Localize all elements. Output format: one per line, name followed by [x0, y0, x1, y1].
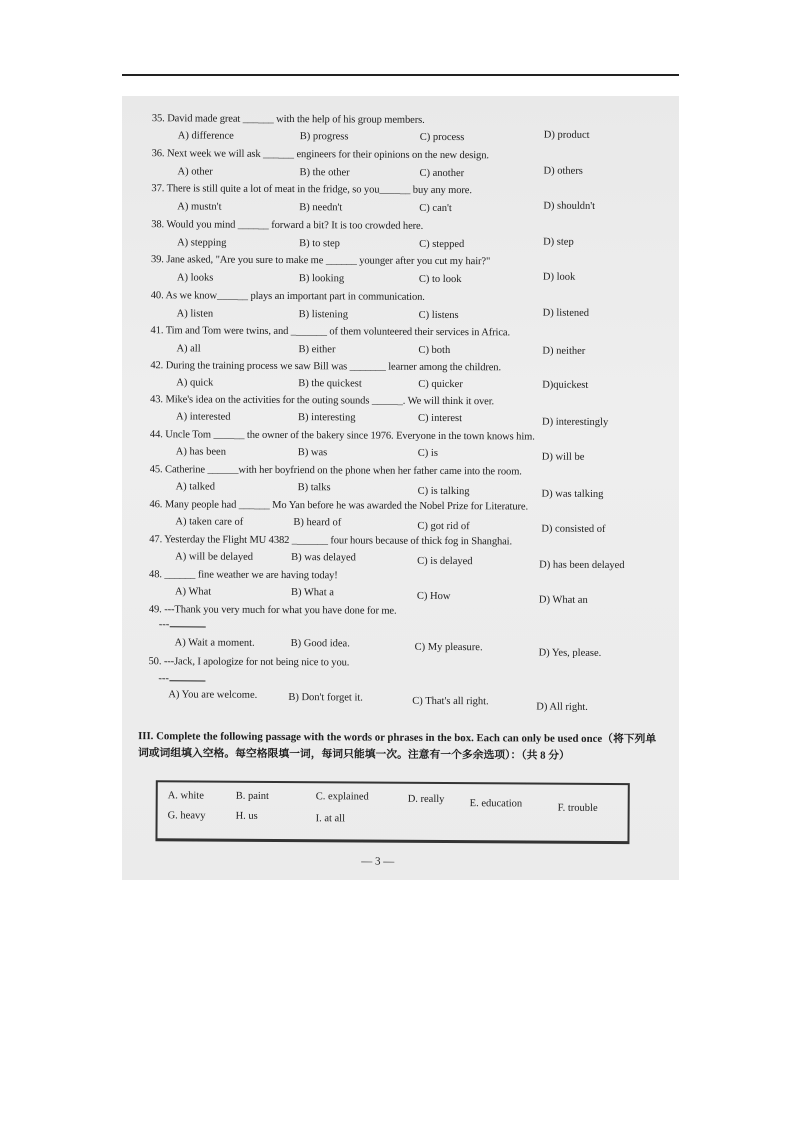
q36-option-c: C) another: [419, 167, 465, 180]
q40-option-d: D) listened: [542, 307, 590, 319]
q36-option-a: A) other: [177, 166, 213, 178]
word-option-h: H. us: [235, 810, 258, 822]
q49-option-b: B) Good idea.: [290, 638, 350, 650]
q41-option-b: B) either: [298, 344, 336, 356]
q50-option-d: D) All right.: [536, 701, 588, 713]
question-37: 37. There is still quite a lot of meat in the fridge, so you______ buy any more.: [151, 183, 472, 197]
q45-option-d: D) was talking: [541, 488, 604, 500]
exam-sheet: [122, 96, 679, 880]
q37-option-c: C) can't: [419, 202, 452, 215]
question-36: 36. Next week we will ask ______ engineers for their opinions on the new design.: [151, 148, 489, 162]
q39-option-b: B) looking: [298, 273, 345, 285]
section-iii-heading: III. Complete the following passage with the words or phrases in the box. Each can only be used once（将下列单词或词组填入空格。每空格限填一词，每词只能填一次。注意有一个多余选项）：（共 8 分）: [137, 730, 657, 762]
question-41: 41. Tim and Tom were twins, and _______ of them volunteered their services in Africa.: [150, 325, 511, 339]
q48-option-b: B) What a: [290, 587, 334, 599]
header-rule: [122, 74, 679, 76]
q40-option-a: A) listen: [176, 308, 214, 320]
q50-reply-blank: ---: [158, 672, 205, 684]
q37-option-d: D) shouldn't: [543, 200, 596, 212]
q38-option-d: D) step: [543, 236, 574, 248]
q44-option-a: A) has been: [175, 446, 227, 458]
word-choice-box: [155, 780, 629, 844]
q41-option-c: C) both: [418, 344, 451, 357]
q40-option-c: C) listens: [418, 309, 459, 322]
q50-option-c: C) That's all right.: [412, 695, 489, 708]
q46-option-a: A) taken care of: [175, 516, 244, 528]
q39-option-c: C) to look: [418, 273, 462, 286]
q45-option-a: A) talked: [175, 481, 216, 493]
q39-option-a: A) looks: [176, 272, 214, 284]
question-47: 47. Yesterday the Flight MU 4382 _______ four hours because of thick fog in Shanghai.: [149, 534, 513, 548]
word-option-a: A. white: [167, 790, 204, 802]
q47-option-b: B) was delayed: [291, 552, 356, 564]
q37-option-b: B) needn't: [299, 202, 343, 214]
q41-option-a: A) all: [176, 343, 201, 355]
q44-option-c: C) is: [417, 447, 438, 459]
q38-option-a: A) stepping: [177, 237, 227, 249]
q43-option-a: A) interested: [176, 411, 231, 423]
q43-option-b: B) interesting: [298, 412, 356, 424]
q35-option-a: A) difference: [177, 130, 234, 142]
q48-option-c: C) How: [416, 590, 451, 603]
word-option-b: B. paint: [235, 790, 270, 802]
q49-option-d: D) Yes, please.: [538, 647, 602, 659]
question-35: 35. David made great ______ with the help of his group members.: [151, 113, 425, 126]
q38-option-b: B) to step: [299, 238, 340, 250]
q37-option-a: A) mustn't: [177, 201, 222, 213]
q36-option-b: B) the other: [299, 167, 350, 179]
word-option-c: C. explained: [315, 791, 369, 803]
q44-option-b: B) was: [297, 447, 328, 459]
question-38: 38. Would you mind ______ forward a bit? It is too crowded here.: [151, 219, 424, 232]
question-45: 45. Catherine ______with her boyfriend on the phone when her father came into the room.: [149, 464, 522, 478]
q46-option-d: D) consisted of: [541, 523, 606, 535]
q42-option-a: A) quick: [176, 377, 214, 389]
word-option-i: I. at all: [315, 813, 346, 825]
question-39: 39. Jane asked, "Are you sure to make me ______ younger after you cut my hair?": [150, 254, 491, 268]
q50-option-a: A) You are welcome.: [168, 689, 258, 701]
q47-option-d: D) has been delayed: [539, 559, 625, 572]
q42-option-d: D)quickest: [542, 379, 589, 391]
q49-option-c: C) My pleasure.: [414, 641, 483, 654]
scanned-exam-page: [122, 96, 679, 880]
question-46: 46. Many people had ______ Mo Yan before he was awarded the Nobel Prize for Literature.: [149, 499, 529, 513]
question-42: 42. During the training process we saw Bill was _______ learner among the children.: [150, 360, 502, 374]
q35-option-c: C) process: [419, 131, 465, 144]
page-number: — 3 —: [361, 855, 395, 868]
q49-option-a: A) Wait a moment.: [174, 637, 255, 649]
q46-option-c: C) got rid of: [417, 520, 470, 533]
q36-option-d: D) others: [543, 165, 583, 177]
question-40: 40. As we know______ plays an important part in communication.: [150, 290, 425, 303]
question-49: 49. ---Thank you very much for what you have done for me.: [148, 604, 397, 617]
q39-option-d: D) look: [542, 271, 576, 283]
question-50: 50. ---Jack, I apologize for not being nice to you.: [148, 656, 350, 669]
q46-option-b: B) heard of: [293, 517, 342, 529]
q48-option-a: A) What: [174, 586, 212, 598]
q35-option-b: B) progress: [299, 131, 349, 143]
q49-reply-blank: ---: [159, 618, 206, 630]
q43-option-c: C) interest: [418, 412, 463, 425]
q47-option-a: A) will be delayed: [175, 551, 254, 563]
q48-option-d: D) What an: [538, 594, 588, 606]
q42-option-b: B) the quickest: [298, 378, 362, 390]
word-option-e: E. education: [469, 798, 523, 810]
word-option-f: F. trouble: [557, 802, 598, 814]
q42-option-c: C) quicker: [418, 378, 463, 391]
q38-option-c: C) stepped: [419, 238, 465, 251]
q41-option-d: D) neither: [542, 345, 586, 357]
q47-option-c: C) is delayed: [417, 555, 473, 568]
q50-option-b: B) Don't forget it.: [288, 692, 363, 704]
question-44: 44. Uncle Tom ______ the owner of the bakery since 1976. Everyone in the town knows him.: [149, 429, 535, 443]
q43-option-d: D) interestingly: [541, 416, 609, 428]
q45-option-c: C) is talking: [417, 485, 470, 498]
question-43: 43. Mike's idea on the activities for the outing sounds ______. We will think it over.: [150, 394, 495, 408]
q35-option-d: D) product: [543, 129, 590, 141]
q45-option-b: B) talks: [297, 482, 331, 494]
question-48: 48. ______ fine weather we are having today!: [149, 569, 338, 582]
word-option-d: D. really: [407, 793, 445, 805]
q44-option-d: D) will be: [541, 451, 585, 463]
q40-option-b: B) listening: [298, 309, 348, 321]
word-option-g: G. heavy: [167, 810, 206, 822]
